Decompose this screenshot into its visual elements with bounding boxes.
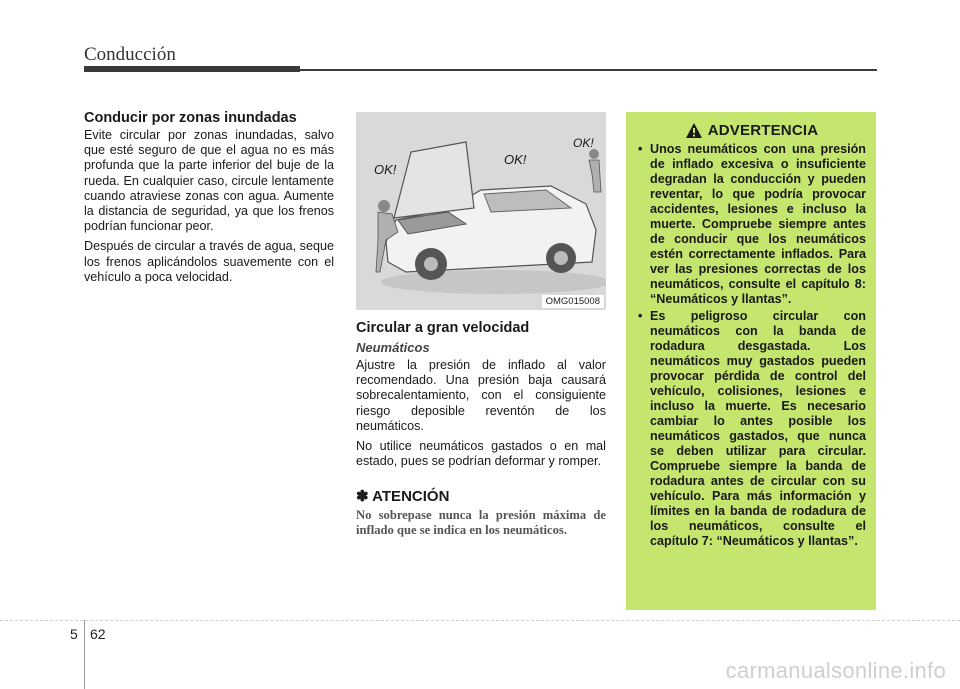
figure-code: OMG015008 — [542, 295, 604, 308]
warning-item — [638, 142, 866, 307]
car-inspection-illustration — [356, 112, 606, 310]
paragraph-flooded-1: Evite circular por zonas inundadas, salvo que esté seguro de que el agua no es más profunda que la parte inferior del buje de la rueda. En cualquier caso, circule lentamente cuando atraviese zonas con agua. Aumente la distancia de seguridad, ya que los frenos podrían funcionar peor. — [84, 128, 334, 234]
footer-divider — [0, 620, 960, 621]
warning-item — [638, 309, 866, 549]
column-left — [84, 110, 334, 290]
warning-header — [638, 122, 866, 139]
subheading-tires: Neumáticos — [356, 340, 430, 355]
warning-triangle-icon — [686, 123, 702, 138]
bullet: • — [638, 309, 643, 323]
bullet: • — [638, 142, 643, 156]
warning-title: ADVERTENCIA — [707, 122, 819, 139]
header-rule-thin — [300, 69, 877, 71]
ok-label-left: OK! — [374, 162, 397, 177]
ok-label-middle: OK! — [504, 152, 527, 167]
column-middle — [356, 112, 606, 538]
watermark: carmanualsonline.info — [725, 658, 946, 683]
attention-text: No sobrepase nunca la presión máxima de inflado que se indica en los neumáticos. — [356, 508, 606, 538]
ok-label-right: OK! — [573, 136, 594, 150]
section-heading-flooded: Conducir por zonas inundadas — [84, 110, 297, 126]
warning-box — [626, 112, 876, 610]
warning-item-text: Es peligroso circular con neumáticos con la banda de rodadura desgastada. Los neumáticos muy gastados pueden provocar pérdida de control del vehículo, colisiones, lesiones e incluso la muerte. Es necesario cambiar lo antes posible los neumáticos gastados, que nunca se deben utilizar para circular. Compruebe siempre la banda de rodadura antes de circular con su vehículo. Para más información y límites en la banda de rodadura de los neumáticos, consulte el capítulo 7: “Neumáticos y llantas”. — [650, 309, 866, 548]
section-heading-high-speed: Circular a gran velocidad — [356, 320, 530, 336]
header-rule-thick — [84, 66, 300, 72]
warning-list — [638, 142, 866, 549]
page-section-number: 5 — [70, 626, 78, 642]
page-number-divider — [84, 620, 85, 689]
attention-title: ✽ ATENCIÓN — [356, 488, 450, 506]
warning-item-text: Unos neumáticos con una presión de inflado excesiva o insuficiente degradan la conducción y pueden reventar, lo que podría provocar accidentes, lesiones e incluso la muerte. Compruebe siempre antes de conducir que los neumáticos estén correctamente inflados. Para ver las presiones correctas de los neumáticos, consulte el capítulo 8: “Neumáticos y llantas”. — [650, 142, 866, 306]
paragraph-tires-1: Ajustre la presión de inflado al valor recomendado. Una presión baja causará sobrecalentamiento, con el consiguiente riesgo deposible reventón de los neumáticos. — [356, 358, 606, 433]
paragraph-tires-2: No utilice neumáticos gastados o en mal estado, pues se podrían deformar y romper. — [356, 439, 606, 469]
page-header-title: Conducción — [84, 44, 176, 65]
page-number: 62 — [90, 626, 106, 642]
car-illustration-svg — [356, 112, 606, 310]
paragraph-flooded-2: Después de circular a través de agua, seque los frenos aplicándolos suavemente con el vehículo a poca velocidad. — [84, 239, 334, 284]
